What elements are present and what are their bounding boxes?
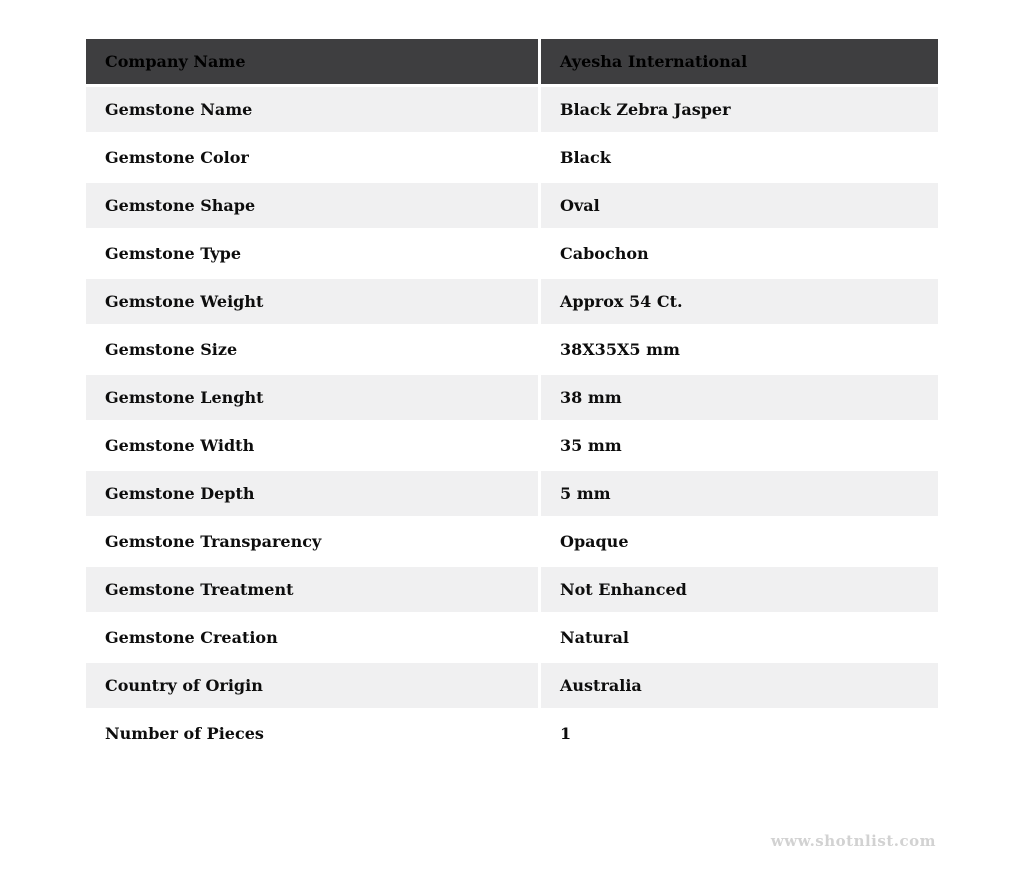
- row-value: 38 mm: [541, 375, 938, 423]
- row-label: Gemstone Weight: [86, 279, 541, 327]
- row-label: Country of Origin: [86, 663, 541, 711]
- row-label: Gemstone Shape: [86, 183, 541, 231]
- table-row: [86, 135, 938, 183]
- table-row: [86, 87, 938, 135]
- row-label: Gemstone Lenght: [86, 375, 541, 423]
- row-value: Black Zebra Jasper: [541, 87, 938, 135]
- row-value: Approx 54 Ct.: [541, 279, 938, 327]
- table-row: [86, 471, 938, 519]
- table-row: [86, 711, 938, 759]
- row-label: Gemstone Transparency: [86, 519, 541, 567]
- table-row: [86, 423, 938, 471]
- row-value: 5 mm: [541, 471, 938, 519]
- gemstone-spec-table: [86, 39, 938, 759]
- header-row: [86, 39, 938, 87]
- row-label: Gemstone Treatment: [86, 567, 541, 615]
- row-value: 38X35X5 mm: [541, 327, 938, 375]
- table-header: [86, 39, 938, 87]
- table-row: [86, 327, 938, 375]
- row-value: Oval: [541, 183, 938, 231]
- table-row: [86, 615, 938, 663]
- gemstone-spec-table-wrap: [86, 39, 938, 759]
- row-label: Number of Pieces: [86, 711, 541, 759]
- table-row: [86, 519, 938, 567]
- row-label: Gemstone Size: [86, 327, 541, 375]
- row-value: Black: [541, 135, 938, 183]
- table-row: [86, 279, 938, 327]
- row-value: Australia: [541, 663, 938, 711]
- row-value: Not Enhanced: [541, 567, 938, 615]
- row-label: Gemstone Width: [86, 423, 541, 471]
- watermark-text: www.shotnlist.com: [770, 832, 936, 850]
- table-row: [86, 231, 938, 279]
- header-value-company-name: Ayesha International: [541, 39, 938, 87]
- row-label: Gemstone Type: [86, 231, 541, 279]
- row-label: Gemstone Depth: [86, 471, 541, 519]
- row-value: 35 mm: [541, 423, 938, 471]
- row-value: Natural: [541, 615, 938, 663]
- table-row: [86, 375, 938, 423]
- row-value: 1: [541, 711, 938, 759]
- row-label: Gemstone Name: [86, 87, 541, 135]
- table-row: [86, 567, 938, 615]
- row-label: Gemstone Creation: [86, 615, 541, 663]
- row-value: Opaque: [541, 519, 938, 567]
- table-row: [86, 663, 938, 711]
- row-label: Gemstone Color: [86, 135, 541, 183]
- header-label-company-name: Company Name: [86, 39, 541, 87]
- table-row: [86, 183, 938, 231]
- spec-table-body: [86, 87, 938, 759]
- row-value: Cabochon: [541, 231, 938, 279]
